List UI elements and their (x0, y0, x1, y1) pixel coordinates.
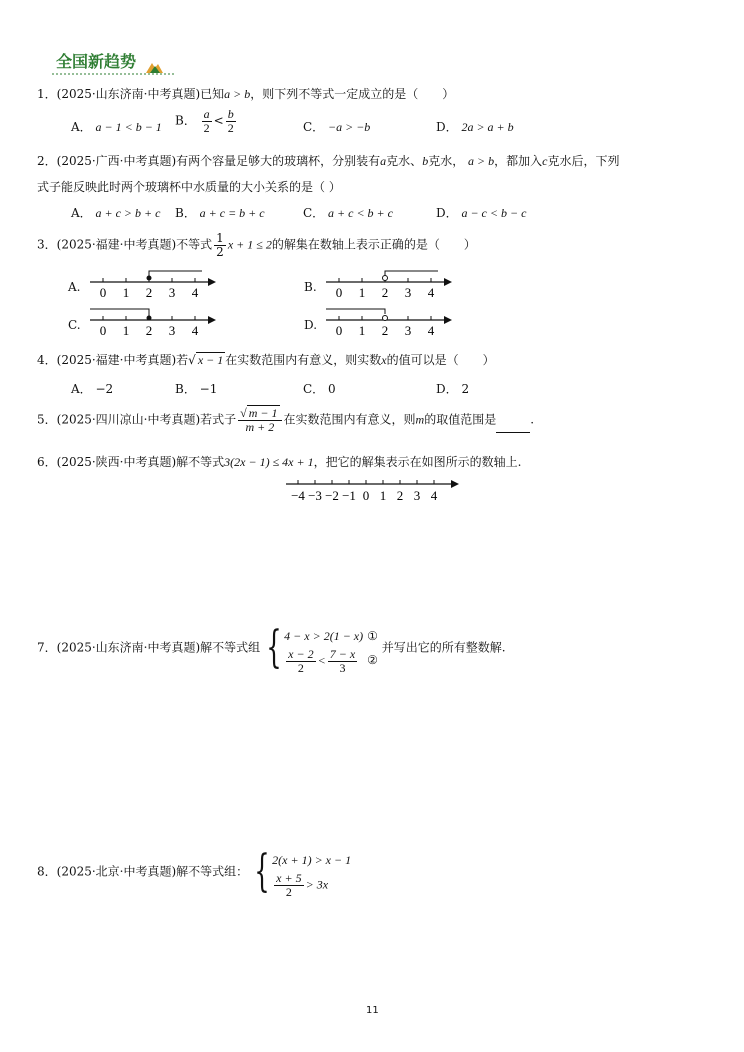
closed-dot (147, 316, 152, 321)
question-1-stem: 1．(2025·山东济南·中考真题)已知a > b，则下列不等式一定成立的是（ ） (37, 87, 455, 101)
section-title: 全国新趋势 (56, 52, 137, 71)
svg-text:3: 3 (168, 285, 176, 300)
question-5-stem: 5．(2025·四川凉山·中考真题)若式子 $\frac{√ m - 1}{m + 2}$ 在实数范围内有意义，则m的取值范围是 . (37, 406, 535, 434)
svg-text:4: 4 (427, 323, 435, 338)
question-4-option-b: B． −1 (175, 382, 218, 396)
question-2-option-b: B． a + c = b + c (175, 206, 265, 220)
svg-text:2: 2 (145, 285, 153, 300)
question-2-option-d: D． a − c < b − c (436, 206, 527, 220)
question-1-option-a: A． a − 1 < b − 1 (71, 120, 162, 134)
question-1-option-d: D． 2a > a + b (436, 120, 514, 134)
svg-text:4: 4 (191, 285, 199, 300)
question-6-stem: 6．(2025·陕西·中考真题)解不等式3(2x − 1) ≤ 4x + 1，把它的解集表示在如图所示的数轴上. (37, 455, 522, 469)
svg-text:2: 2 (145, 323, 153, 338)
question-7-stem: 7．(2025·山东济南·中考真题)解不等式组 { 4 − x > 2(1 − x) $\frac{x - 2}{2}$ < $\frac{7 - x}{3}$ ① ② 并写出它的所有整数解. (37, 622, 506, 675)
question-1-option-b: B． $\frac{a}{2}$ < $\frac{b}{2}$ (175, 107, 234, 135)
number-line-q6 (284, 474, 462, 506)
svg-text:2: 2 (396, 488, 404, 503)
svg-text:3: 3 (413, 488, 421, 503)
svg-text:1: 1 (358, 323, 366, 338)
question-2-stem-line1: 2．(2025·广西·中考真题)有两个容量足够大的玻璃杯，分别装有a克水、b克水， a > b，都加入c克水后，下列 (37, 154, 620, 168)
question-2-option-a: A． a + c > b + c (71, 206, 161, 220)
closed-dot (147, 276, 152, 281)
mountain-icon (146, 60, 164, 74)
question-3-stem: 3．(2025·福建·中考真题)不等式 $\frac{1}{2}$ x + 1 ≤ 2的解集在数轴上表示正确的是（ ） (37, 231, 476, 259)
svg-text:1: 1 (358, 285, 366, 300)
question-2-stem-line2: 式子能反映此时两个玻璃杯中水质量的大小关系的是（ ） (37, 180, 341, 194)
svg-text:0: 0 (362, 488, 370, 503)
question-2-option-c: C． a + c < b + c (303, 206, 393, 220)
svg-text:4: 4 (430, 488, 438, 503)
answer-blank[interactable] (496, 420, 530, 433)
svg-text:−3: −3 (308, 488, 322, 503)
number-line-b (324, 266, 456, 302)
svg-text:2: 2 (381, 323, 389, 338)
question-1-option-c: C． −a > −b (303, 120, 371, 134)
open-dot (383, 276, 388, 281)
svg-text:2: 2 (381, 285, 389, 300)
question-3-option-b-label: B. (304, 280, 317, 294)
question-3-option-a-label: A. (68, 280, 81, 294)
svg-text:1: 1 (122, 323, 130, 338)
svg-text:0: 0 (99, 323, 107, 338)
question-4-stem: 4．(2025·福建·中考真题)若√ x − 1 在实数范围内有意义，则实数x的值可以是（ ） (37, 353, 495, 367)
question-3-option-c-label: C. (68, 318, 81, 332)
page-number: 11 (366, 1005, 379, 1016)
svg-text:1: 1 (122, 285, 130, 300)
svg-text:−1: −1 (342, 488, 356, 503)
svg-text:1: 1 (379, 488, 387, 503)
svg-text:0: 0 (99, 285, 107, 300)
svg-text:−4: −4 (291, 488, 305, 503)
svg-text:0: 0 (335, 285, 343, 300)
question-4-option-a: A． −2 (71, 382, 114, 396)
svg-text:4: 4 (427, 285, 435, 300)
svg-text:3: 3 (404, 285, 412, 300)
open-dot (383, 316, 388, 321)
number-line-a (88, 266, 220, 302)
svg-text:0: 0 (335, 323, 343, 338)
question-8-stem: 8．(2025·北京·中考真题)解不等式组： { 2(x + 1) > x − 1 $\frac{x + 5}{2}$ > 3x (37, 846, 352, 899)
svg-text:3: 3 (404, 323, 412, 338)
question-3-option-d-label: D. (304, 318, 318, 332)
number-line-c (88, 304, 220, 340)
svg-text:−2: −2 (325, 488, 339, 503)
question-4-option-c: C． 0 (303, 382, 336, 396)
question-4-option-d: D． 2 (436, 382, 470, 396)
svg-text:3: 3 (168, 323, 176, 338)
svg-text:4: 4 (191, 323, 199, 338)
number-line-d (324, 304, 456, 340)
